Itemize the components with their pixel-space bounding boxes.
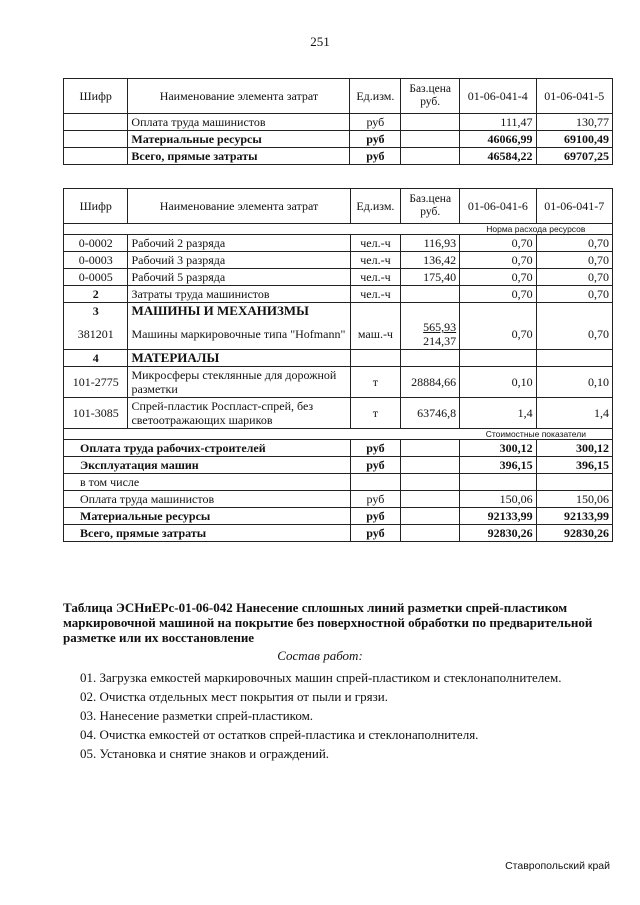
row-value-a: 1,4 [460, 398, 536, 429]
row-unit: руб [350, 148, 401, 165]
row-value-a: 0,10 [460, 367, 536, 398]
row-value-a [460, 474, 536, 491]
section-code: 4 [64, 350, 128, 367]
row-price: 136,42 [401, 252, 460, 269]
price-current: 565,93 [423, 320, 457, 334]
section-title: МАШИНЫ И МЕХАНИЗМЫ [128, 303, 350, 320]
table-row [64, 269, 613, 286]
works-list [80, 668, 620, 763]
table-row [64, 491, 613, 508]
row-name: Спрей-пластик Роспласт-спрей, без светоотражающих шариков [128, 398, 350, 429]
row-code: 0-0005 [64, 269, 128, 286]
row-value-b: 0,70 [536, 286, 612, 303]
row-value-b [536, 474, 612, 491]
row-name: Рабочий 2 разряда [128, 235, 350, 252]
table-row [64, 114, 613, 131]
row-value-a: 0,70 [460, 269, 536, 286]
table-row [64, 148, 613, 165]
header-col-b: 01-06-041-7 [536, 189, 612, 224]
table-row [64, 367, 613, 398]
row-code: 0-0002 [64, 235, 128, 252]
table-row [64, 457, 613, 474]
row-value-b: 1,4 [536, 398, 612, 429]
table-row [64, 398, 613, 429]
row-unit: чел.-ч [350, 269, 401, 286]
norm-label-row [64, 224, 613, 235]
row-value-b: 300,12 [536, 440, 612, 457]
row-name: в том числе [64, 474, 351, 491]
row-value-b: 0,70 [536, 235, 612, 252]
header-code: Шифр [64, 189, 128, 224]
section-row-machines [64, 303, 613, 320]
norm-label: Норма расхода ресурсов [460, 224, 613, 235]
row-unit: чел.-ч [350, 286, 401, 303]
row-unit: руб [350, 131, 401, 148]
row-unit: чел.-ч [350, 235, 401, 252]
row-value-b: 0,10 [536, 367, 612, 398]
row-value-b: 69707,25 [536, 148, 613, 165]
row-unit: руб [350, 491, 401, 508]
table-row [64, 474, 613, 491]
row-code: 101-2775 [64, 367, 128, 398]
row-value-a: 150,06 [460, 491, 536, 508]
row-price: 63746,8 [401, 398, 460, 429]
header-unit: Ед.изм. [350, 189, 401, 224]
row-value-a: 0,70 [460, 252, 536, 269]
list-item: 02. Очистка отдельных мест покрытия от пыли и грязи. [80, 689, 388, 704]
header-name: Наименование элемента затрат [128, 189, 350, 224]
row-value-a: 396,15 [460, 457, 536, 474]
list-item: 04. Очистка емкостей от остатков спрей-пластика и стеклонаполнителя. [80, 727, 479, 742]
row-unit: руб [350, 508, 401, 525]
list-item: 03. Нанесение разметки спрей-пластиком. [80, 708, 314, 723]
row-value-b: 396,15 [536, 457, 612, 474]
table-row [64, 235, 613, 252]
header-unit: Ед.изм. [350, 79, 401, 114]
row-value-a: 111,47 [460, 114, 536, 131]
works-heading: Состав работ: [277, 648, 363, 663]
price-operator: 214,37 [423, 334, 457, 348]
header-name: Наименование элемента затрат [128, 79, 350, 114]
row-price: 28884,66 [401, 367, 460, 398]
header-col-a: 01-06-041-6 [460, 189, 536, 224]
row-value-b: 0,70 [536, 319, 612, 350]
row-value-b: 92133,99 [536, 508, 612, 525]
row-name: Микросферы стеклянные для дорожной разметки [128, 367, 350, 398]
row-value-a: 46066,99 [460, 131, 536, 148]
row-name: Всего, прямые затраты [64, 525, 351, 542]
row-name: Рабочий 5 разряда [128, 269, 350, 286]
table-row [64, 440, 613, 457]
table-row [64, 252, 613, 269]
row-name: Оплата труда рабочих-строителей [64, 440, 351, 457]
table-row [64, 319, 613, 350]
row-code: 381201 [64, 319, 128, 350]
row-value-a: 0,70 [460, 319, 536, 350]
table-caption: Таблица ЭСНиЕРс-01-06-042 Нанесение сплошных линий разметки спрей-пластиком маркировочной машиной на покрытие без поверхностной обработки по предварительной разметке или их восстановление [63, 600, 593, 645]
row-value-a: 92133,99 [460, 508, 536, 525]
table-header-row [64, 189, 613, 224]
cost-label: Стоимостные показатели [460, 429, 613, 440]
row-value-b: 69100,49 [536, 131, 613, 148]
row-unit: чел.-ч [350, 252, 401, 269]
list-item: 05. Установка и снятие знаков и ограждений. [80, 746, 330, 761]
cost-table-041-4-5 [63, 78, 613, 165]
row-name: Оплата труда машинистов [128, 114, 350, 131]
table-row [64, 508, 613, 525]
row-price: 175,40 [401, 269, 460, 286]
row-value-b: 130,77 [536, 114, 613, 131]
row-value-a: 0,70 [460, 286, 536, 303]
row-price: 116,93 [401, 235, 460, 252]
section-title: МАТЕРИАЛЫ [128, 350, 350, 367]
cost-table-041-6-7 [63, 188, 613, 542]
row-unit: руб [350, 114, 401, 131]
row-value-a: 300,12 [460, 440, 536, 457]
table-row [64, 131, 613, 148]
row-price [401, 319, 460, 350]
table-row [64, 286, 613, 303]
row-value-a: 92830,26 [460, 525, 536, 542]
row-name: Эксплуатация машин [64, 457, 351, 474]
row-code: 0-0003 [64, 252, 128, 269]
row-name: Оплата труда машинистов [64, 491, 351, 508]
header-base-price: Баз.цена руб. [401, 79, 460, 114]
cost-label-row [64, 429, 613, 440]
list-item: 01. Загрузка емкостей маркировочных машин спрей-пластиком и стеклонаполнителем. [80, 670, 562, 685]
page-number: 251 [310, 34, 330, 49]
row-value-b: 92830,26 [536, 525, 612, 542]
row-value-a: 0,70 [460, 235, 536, 252]
row-unit: маш.-ч [350, 319, 401, 350]
section-row-materials [64, 350, 613, 367]
header-base-price: Баз.цена руб. [401, 189, 460, 224]
row-code: 2 [64, 286, 128, 303]
row-code: 101-3085 [64, 398, 128, 429]
row-unit: руб [350, 440, 401, 457]
header-code: Шифр [64, 79, 128, 114]
row-unit: руб [350, 457, 401, 474]
row-name: Затраты труда машинистов [128, 286, 350, 303]
row-name: Рабочий 3 разряда [128, 252, 350, 269]
row-name: Машины маркировочные типа "Hofmann" [128, 319, 350, 350]
header-col-a: 01-06-041-4 [460, 79, 536, 114]
row-value-b: 0,70 [536, 269, 612, 286]
row-value-a: 46584,22 [460, 148, 536, 165]
table-header-row [64, 79, 613, 114]
row-unit: т [350, 367, 401, 398]
table-row [64, 525, 613, 542]
row-name: Материальные ресурсы [128, 131, 350, 148]
row-value-b: 0,70 [536, 252, 612, 269]
row-name: Материальные ресурсы [64, 508, 351, 525]
row-unit [350, 474, 401, 491]
region-footer: Ставропольский край [505, 860, 610, 872]
row-name: Всего, прямые затраты [128, 148, 350, 165]
row-unit: т [350, 398, 401, 429]
section-code: 3 [64, 303, 128, 320]
row-unit: руб [350, 525, 401, 542]
header-col-b: 01-06-041-5 [536, 79, 613, 114]
row-value-b: 150,06 [536, 491, 612, 508]
